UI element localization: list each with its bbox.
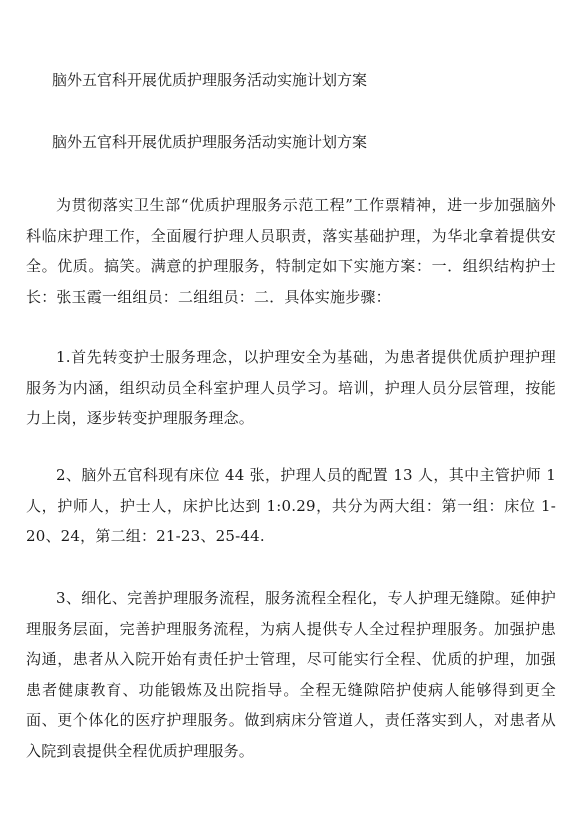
document-subtitle: 脑外五官科开展优质护理服务活动实施计划方案 — [52, 133, 368, 151]
document-title: 脑外五官科开展优质护理服务活动实施计划方案 — [52, 71, 368, 89]
step-3-paragraph: 3、细化、完善护理服务流程，服务流程全程化，专人护理无缝隙。延伸护理服务层面，完善护理服务流程，为病人提供专人全过程护理服务。加强护患沟通，患者从入院开始有责任护士管理，尽可能实行全程、优质的护理，加强患者健康教育、功能锻炼及出院指导。全程无缝隙陪护使病人能够得到更全面、更个体化的医疗护理服务。做到病床分管道人，责任落实到人，对患者从入院到袁提供全程优质护理服务。 — [26, 589, 556, 760]
step-1-paragraph: 1.首先转变护士服务理念，以护理安全为基础，为患者提供优质护理护理服务为内涵，组织动员全科室护理人员学习。培训，护理人员分层管理，按能力上岗，逐步转变护理服务理念。 — [26, 348, 556, 427]
intro-paragraph: 为贯彻落实卫生部“优质护理服务示范工程”工作票精神，进一步加强脑外科临床护理工作，全面履行护理人员职责，落实基础护理，为华北拿着提供安全。优质。搞笑。满意的护理服务，特制定如下实施方案：一．组织结构护士长：张玉霞一组组员：二组组员：二．具体实施步骤： — [26, 196, 556, 306]
step-2-paragraph: 2、脑外五官科现有床位 44 张，护理人员的配置 13 人，其中主管护师 1 人，护师人，护士人，床护比达到 1:0.29，共分为两大组：第一组：床位 1-20、24，第二组：21-23、25-44. — [26, 466, 556, 545]
